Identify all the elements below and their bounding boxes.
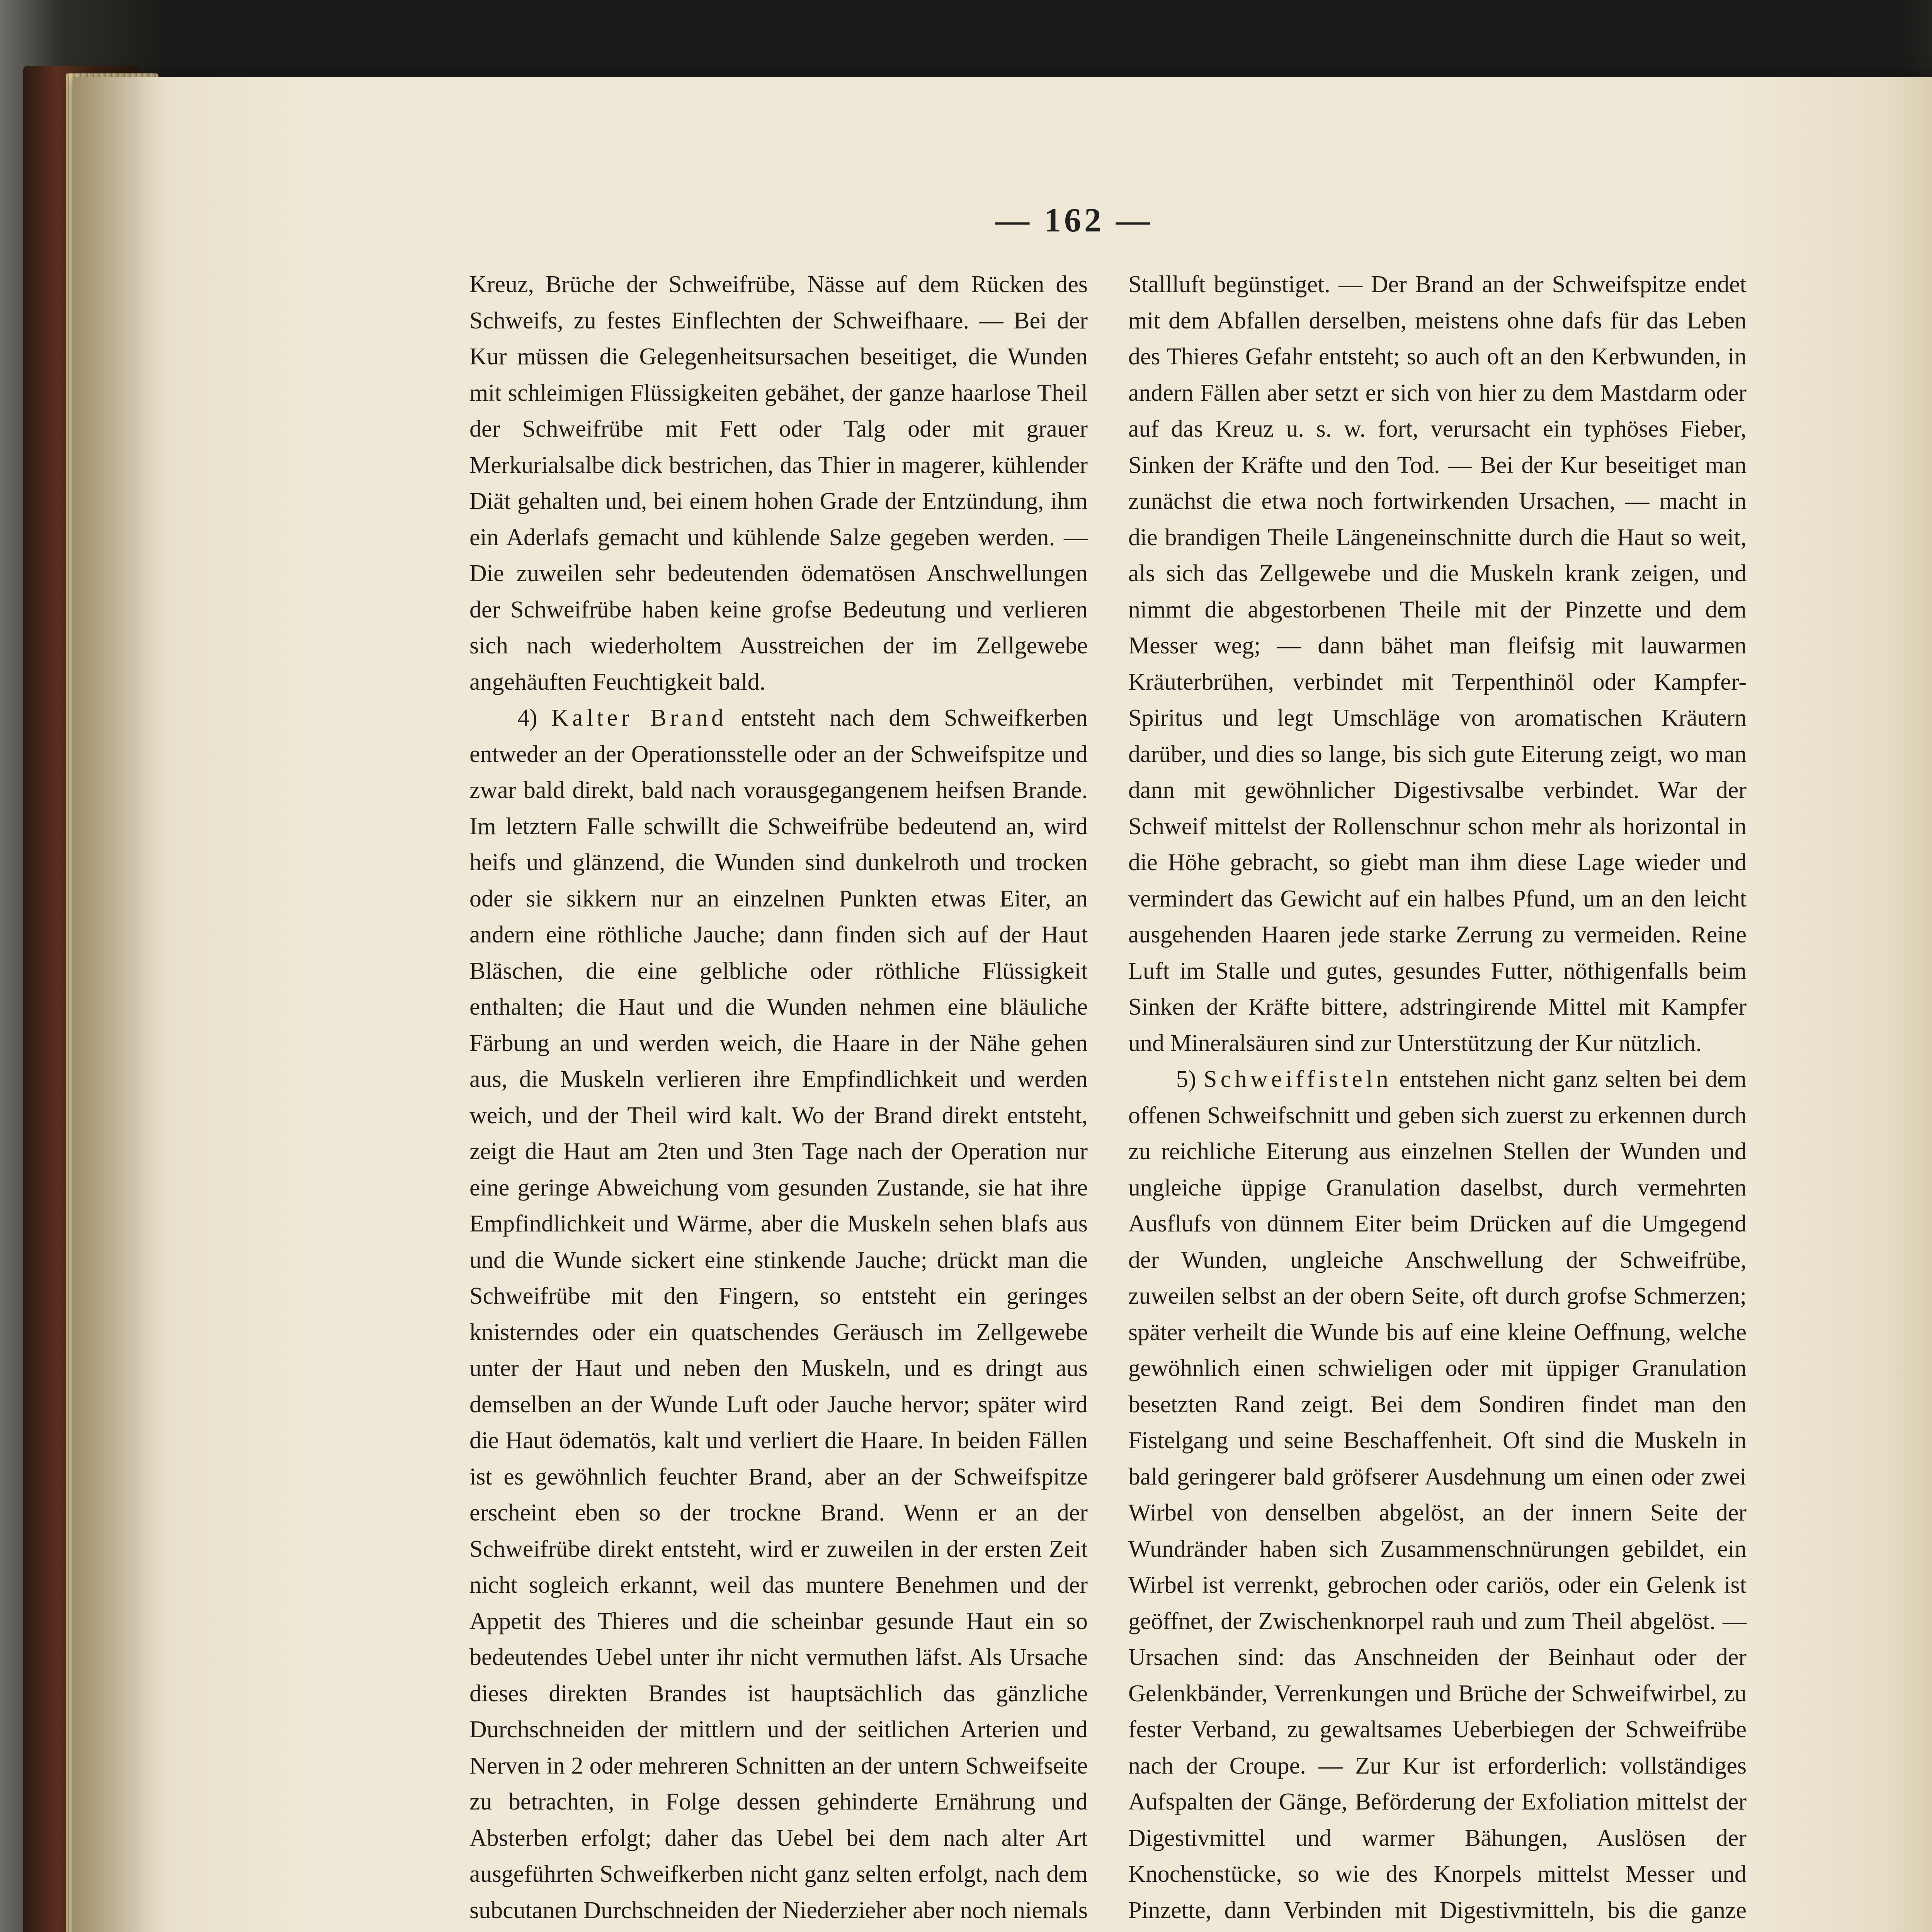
section-number: 5) bbox=[1176, 1066, 1196, 1092]
right-paragraph-2 bbox=[1128, 1061, 1747, 1932]
page-number: — 162 — bbox=[995, 202, 1153, 239]
section-term: Schweiffisteln bbox=[1203, 1066, 1392, 1092]
left-paragraph-1: Kreuz, Brüche der Schweifrübe, Nässe auf dem Rücken des Schweifs, zu festes Einflechten der Schweifhaare. — Bei der Kur müssen die Gelegenheitsursachen beseitiget, die Wunden mit schleimigen Flüssigkeiten gebähet, der ganze haarlose Theil der Schweifrübe mit Fett oder Talg oder mit grauer Merkurialsalbe dick bestrichen, das Thier in magerer, kühlender Diät gehalten und, bei einem hohen Grade der Entzündung, ihm ein Aderlafs gemacht und kühlende Salze gegeben werden. — Die zuweilen sehr bedeutenden ödematösen Anschwellungen der Schweifrübe haben keine grofse Bedeutung und verlieren sich nach wiederholtem Ausstreichen der im Zellgewebe angehäuften Feuchtigkeit bald. bbox=[469, 271, 1088, 695]
section-number: 4) bbox=[517, 705, 537, 731]
right-column bbox=[1128, 267, 1747, 1932]
paragraph-text: entstehen nicht ganz selten bei dem offenen Schweifschnitt und geben sich zuerst zu erkennen durch zu reichliche Eiterung aus einzelnen Stellen der Wunden und ungleiche üppige Granulation daselbst, durch vermehrten Ausflufs von dünnem Eiter beim Drücken auf die Umgegend der Wunden, ungleiche Anschwellung der Schweifrübe, zuweilen selbst an der obern Seite, oft durch grofse Schmerzen; später verheilt die Wunde bis auf eine kleine Oeffnung, welche gewöhnlich einen schwieligen oder mit üppiger Granulation besetzten Rand zeigt. Bei dem Sondiren findet man den Fistelgang und seine Beschaffenheit. Oft sind die Muskeln in bald geringerer bald gröfserer Ausdehnung um einen oder zwei Wirbel von denselben abgelöst, an der innern Seite der Wundränder haben sich Zusammenschnürungen gebildet, ein Wirbel ist verrenkt, gebrochen oder cariös, oder ein Gelenk ist geöffnet, der Zwischenknorpel rauh und zum Theil abgelöst. — Ursachen sind: das Anschneiden der Beinhaut oder der Gelenkbänder, Verrenkungen und Brüche der Schweifwirbel, zu fester Verband, zu gewaltsames Ueberbiegen der Schweifrübe nach der Croupe. — Zur Kur ist erforderlich: vollständiges Aufspalten der Gänge, Beförderung der Exfoliation mittelst der Digestivmittel und warmer Bähungen, Auslösen der Knochenstücke, so wie des Knorpels mittelst Messer und Pinzette, dann Verbinden mit Digestivmitteln, bis die ganze bbox=[1128, 1066, 1747, 1923]
left-paragraph-2 bbox=[469, 700, 1088, 1932]
paragraph-text: entsteht nach dem Schweifkerben entweder an der Operationsstelle oder an der Schweifspitze und zwar bald direkt, bald nach vorausgegangenem heifsen Brande. Im letztern Falle schwillt die Schweifrübe bedeutend an, wird heifs und glänzend, die Wunden sind dunkelroth und trocken oder sie sikkern nur an einzelnen Punkten etwas Eiter, an andern eine röthliche Jauche; dann finden sich auf der Haut Bläschen, die eine gelbliche oder röthliche Flüssigkeit enthalten; die Haut und die Wunden nehmen eine bläuliche Färbung an und werden weich, die Haare in der Nähe gehen aus, die Muskeln verlieren ihre Empfindlichkeit und werden weich, und der Theil wird kalt. Wo der Brand direkt entsteht, zeigt die Haut am 2ten und 3ten Tage nach der Operation nur eine geringe Abweichung vom gesunden Zustande, sie hat ihre Empfindlichkeit und Wärme, aber die Muskeln sehen blafs aus und die Wunde sickert eine stinkende Jauche; drückt man die Schweifrübe mit den Fingern, so entsteht ein geringes knisterndes oder ein quatschendes Geräusch im Zellgewebe unter der Haut und neben den Muskeln, und es dringt aus demselben an der Wunde Luft oder Jauche hervor; später wird die Haut ödematös, kalt und verliert die Haare. In beiden Fällen ist es gewöhnlich feuchter Brand, aber an der Schweifspitze erscheint eben so der trockne Brand. Wenn er an der Schweifrübe direkt entsteht, wird er zuweilen in der ersten Zeit nicht sogleich erkannt, weil das muntere Benehmen und der Appetit des Thieres und die scheinbar gesunde Haut ein so bedeutendes Uebel unter ihr nicht vermuthen läfst. Als Ursache dieses direkten Brandes ist hauptsächlich das gänzliche Durchschneiden der mittlern und der seitlichen Arterien und Nerven in 2 oder mehreren Schnitten an der untern Schweifseite zu betrachten, in Folge dessen gehinderte Ernährung und Absterben erfolgt; daher das Uebel bei dem nach alter Art ausgeführten Schweifkerben nicht ganz selten erfolgt, nach dem subcutanen Durchschneiden der Niederzieher aber noch niemals bbox=[469, 705, 1088, 1923]
left-column bbox=[469, 267, 1088, 1932]
gutter-shadow bbox=[73, 77, 166, 1932]
right-paragraph-1: Stallluft begünstiget. — Der Brand an der Schweifspitze endet mit dem Abfallen derselben, meistens ohne dafs für das Leben des Thieres Gefahr entsteht; so auch oft an den Kerbwunden, in andern Fällen aber setzt er sich von hier zu dem Mastdarm oder auf das Kreuz u. s. w. fort, verursacht ein typhöses Fieber, Sinken der Kräfte und den Tod. — Bei der Kur beseitiget man zunächst die etwa noch fortwirkenden Ursachen, — macht in die brandigen Theile Längeneinschnitte durch die Haut so weit, als sich das Zellgewebe und die Muskeln krank zeigen, und nimmt die abgestorbenen Theile mit der Pinzette und dem Messer weg; — dann bähet man fleifsig mit lauwarmen Kräuterbrühen, verbindet mit Terpenthinöl oder Kampfer-Spiritus und legt Umschläge von aromatischen Kräutern darüber, und dies so lange, bis sich gute Eiterung zeigt, wo man dann mit gewöhnlicher Digestivsalbe verbindet. War der Schweif mittelst der Rollenschnur schon mehr als horizontal in die Höhe gebracht, so giebt man ihm diese Lage wieder und vermindert das Gewicht auf ein halbes Pfund, um an den leicht ausgehenden Haaren jede starke Zerrung zu vermeiden. Reine Luft im Stalle und gutes, gesundes Futter, nöthigenfalls beim Sinken der Kräfte bittere, adstringirende Mittel mit Kampfer und Mineralsäuren sind zur Unterstützung der Kur nützlich. bbox=[1128, 271, 1747, 1056]
section-term: Kalter Brand bbox=[551, 705, 727, 731]
